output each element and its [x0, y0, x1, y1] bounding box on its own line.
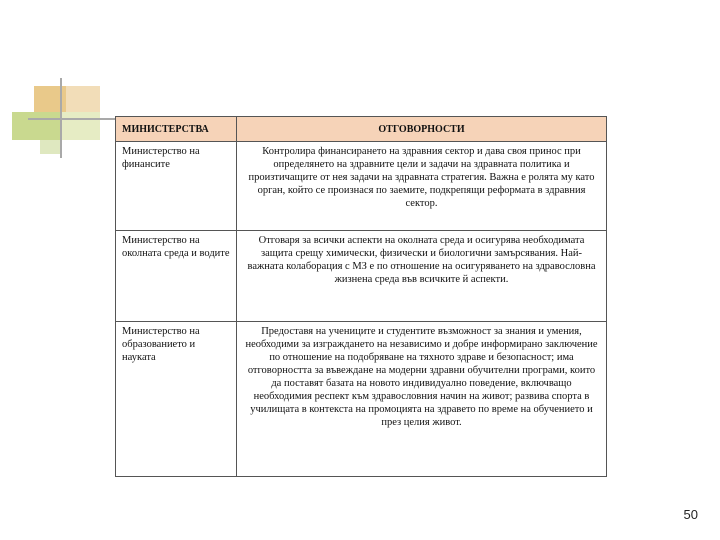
responsibility-cell: Предоставя на учениците и студентите възможност за знания и умения, необходими за изграждането на независимо и добре информирано заключение по отношение на подобряване на тяхното здраве и безопасност; има отговорността за въвеждане на модерни здравни обучителни програми, които да поставят базата на новото индивидуално поведение, включващо необходимия респект към здравословния начин на живот; развива спорта в училищата в контекста на промоцията на здравето по време на обучението и през целия живот. [237, 322, 607, 477]
page-number: 50 [683, 507, 698, 522]
table-row [116, 231, 607, 322]
table-row [116, 322, 607, 477]
ministry-cell: Министерство на образованието и науката [116, 322, 237, 477]
header-responsibilities: ОТГОВОРНОСТИ [237, 117, 607, 142]
responsibility-cell: Отговаря за всички аспекти на околната среда и осигурява необходимата защита срещу химически, физически и биологични замърсявания. Най-важната колаборация с МЗ е по отношение на осигуряването на здравословна жизнена среда във всичките й аспекти. [237, 231, 607, 322]
decor-square-mint [40, 140, 62, 154]
decor-square-light [60, 112, 100, 140]
table-row [116, 142, 607, 231]
ministry-cell: Министерство на финансите [116, 142, 237, 231]
header-ministries: МИНИСТЕРСТВА [116, 117, 237, 142]
table-header-row [116, 117, 607, 142]
ministry-cell: Министерство на околната среда и водите [116, 231, 237, 322]
responsibility-cell: Контролира финансирането на здравния сектор и дава своя принос при определянето на здравните цели и задачи на здравната политика и произтичащите от нея задачи на здравната стратегия. Важна е ролята му като орган, който се произнася по заемите, подкрепящи реформата в здравния сектор. [237, 142, 607, 231]
responsibilities-table [115, 116, 607, 477]
decor-square-green [12, 112, 60, 140]
